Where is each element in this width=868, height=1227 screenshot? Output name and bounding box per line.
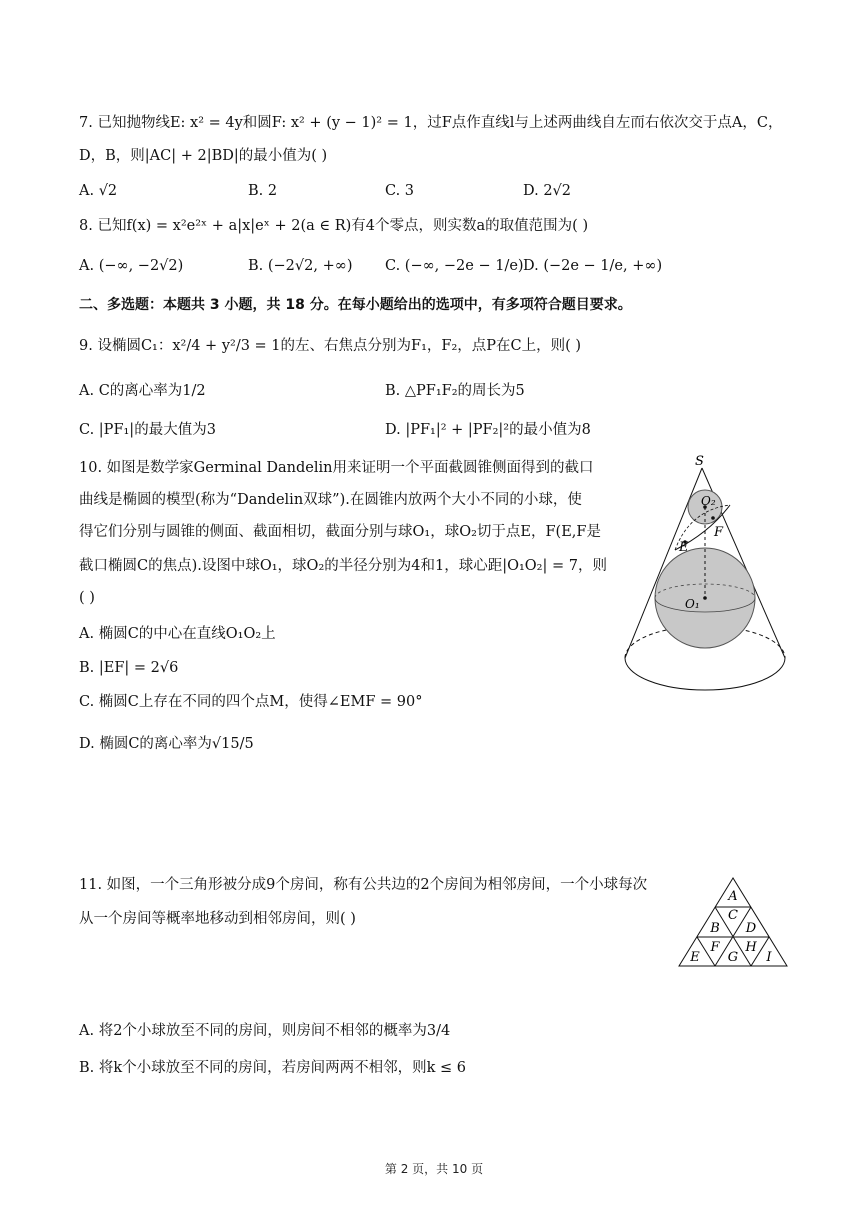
room-g: G <box>727 950 739 965</box>
q10-line-3: 得它们分别与圆锥的侧面、截面相切，截面分别与球O₁，球O₂切于点E，F(E,F是 <box>79 524 601 540</box>
room-f: F <box>710 940 720 955</box>
q10-line-1: 10. 如图是数学家Germinal Dandelin用来证明一个平面截圆锥侧面得到的截口 <box>79 460 594 476</box>
fig-label-s: S <box>695 454 704 469</box>
q10-line-5: ( ) <box>79 590 95 606</box>
fig-label-o1: O₁ <box>685 597 700 611</box>
q7-stem-text: 7. 已知抛物线E: x² = 4y和圆F: x² + (y − 1)² = 1，过F点作直线l与上述两曲线自左而右依次交于点A，C， <box>79 115 783 131</box>
q8-option-b: B. (−2√2, +∞) <box>248 258 353 274</box>
room-i: I <box>766 950 772 965</box>
room-h: H <box>745 940 757 955</box>
q7-option-d: D. 2√2 <box>523 183 572 199</box>
q11-option-b: B. 将k个小球放至不同的房间，若房间两两不相邻，则k ≤ 6 <box>79 1060 467 1076</box>
q11-line-2: 从一个房间等概率地移动到相邻房间，则( ) <box>79 911 356 927</box>
q10-option-a: A. 椭圆C的中心在直线O₁O₂上 <box>79 626 276 642</box>
q8-option-c: C. (−∞, −2e − 1/e) <box>385 258 524 274</box>
dandelin-figure <box>615 450 795 695</box>
q7-option-c: C. 3 <box>385 183 415 199</box>
q9-stem: 9. 设椭圆C₁：x²/4 + y²/3 = 1的左、右焦点分别为F₁，F₂，点P在C上，则( ) <box>79 338 582 354</box>
q8-option-d: D. (−2e − 1/e, +∞) <box>523 258 663 274</box>
q7-option-a: A. √2 <box>79 183 118 199</box>
q9-option-a: A. C的离心率为1/2 <box>79 383 206 399</box>
q9-option-d: D. |PF₁|² + |PF₂|²的最小值为8 <box>385 422 591 438</box>
room-a: A <box>728 889 738 904</box>
q7-stem <box>79 113 782 133</box>
q7-option-b: B. 2 <box>248 183 278 199</box>
section-heading: 二、多选题：本题共 3 小题，共 18 分。在每小题给出的选项中，有多项符合题目要求。 <box>79 297 632 313</box>
q11-line-1: 11. 如图，一个三角形被分成9个房间，称有公共边的2个房间为相邻房间，一个小球每次 <box>79 877 648 893</box>
q8-stem: 8. 已知f(x) = x²e²ˣ + a|x|eˣ + 2(a ∈ R)有4个零点，则实数a的取值范围为( ) <box>79 218 589 234</box>
page-footer: 第 2 页，共 10 页 <box>384 1162 484 1176</box>
room-c: C <box>728 908 738 923</box>
room-b: B <box>710 921 720 936</box>
q7-stem-cont: D，B，则|AC| + 2|BD|的最小值为( ) <box>79 148 328 164</box>
q10-line-4: 截口椭圆C的焦点).设图中球O₁，球O₂的半径分别为4和1，球心距|O₁O₂| = 7，则 <box>79 558 607 574</box>
fig-label-f: F <box>714 525 724 540</box>
q8-option-a: A. (−∞, −2√2) <box>79 258 184 274</box>
q11-option-a: A. 将2个小球放至不同的房间，则房间不相邻的概率为3/4 <box>79 1023 451 1039</box>
q9-option-b: B. △PF₁F₂的周长为5 <box>385 383 525 399</box>
fig-label-o2: O₂ <box>701 494 716 508</box>
q10-option-b: B. |EF| = 2√6 <box>79 660 179 676</box>
q10-line-2: 曲线是椭圆的模型(称为“Dandelin双球”).在圆锥内放两个大小不同的小球，使 <box>79 492 582 508</box>
q10-option-d: D. 椭圆C的离心率为√15/5 <box>79 736 254 752</box>
room-d: D <box>745 921 757 936</box>
triangle-rooms-figure <box>676 874 791 970</box>
fig-label-e: E <box>679 540 689 555</box>
q10-option-c: C. 椭圆C上存在不同的四个点M，使得∠EMF = 90° <box>79 694 423 710</box>
q9-option-c: C. |PF₁|的最大值为3 <box>79 422 216 438</box>
room-e: E <box>690 950 700 965</box>
